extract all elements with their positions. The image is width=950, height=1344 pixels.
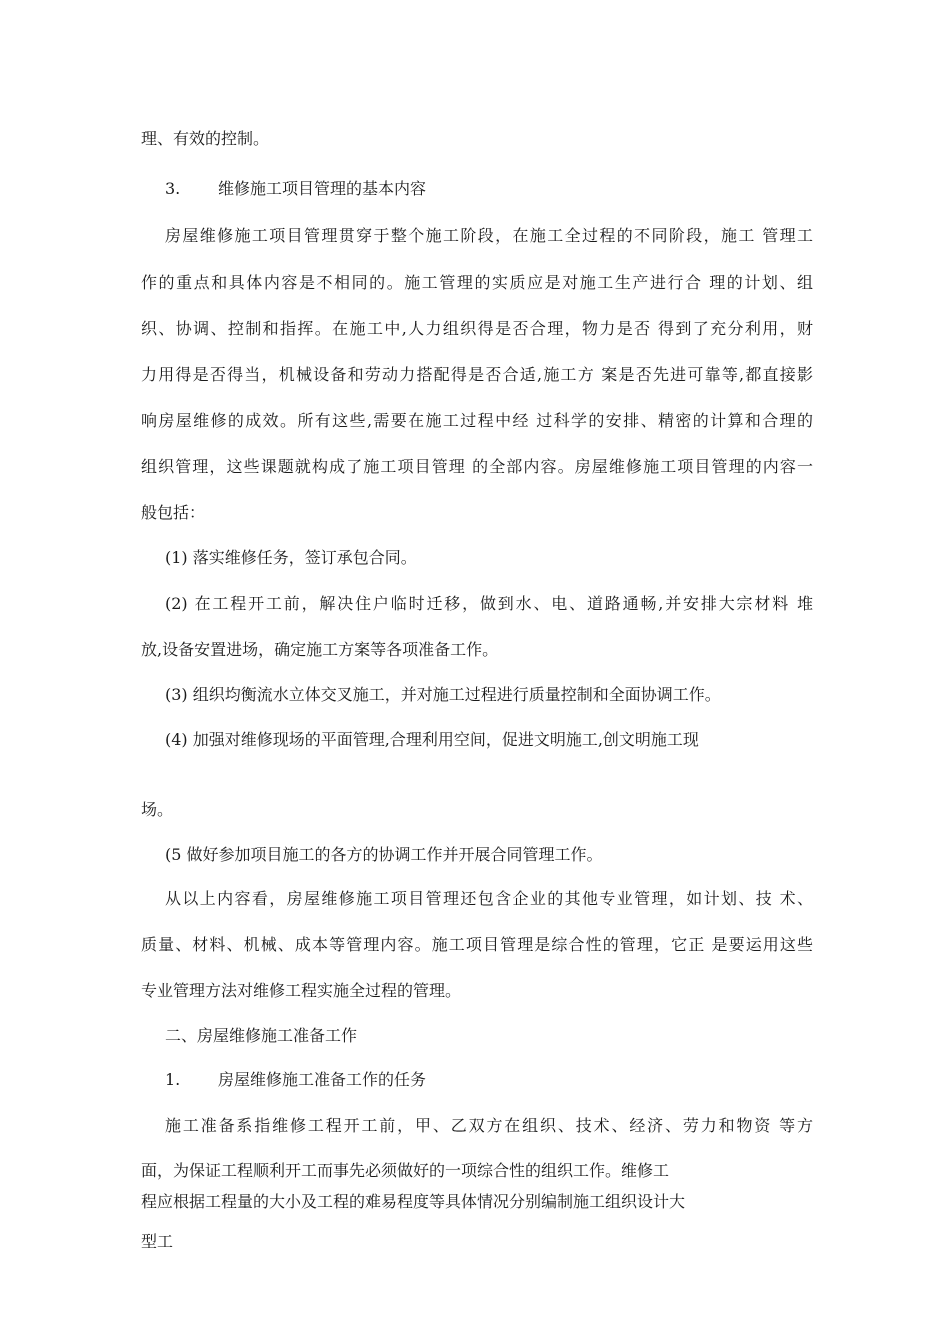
list-item-continuation: 放,设备安置进场，确定施工方案等各项准备工作。 [141, 640, 499, 659]
text-line: 理、有效的控制。 [141, 129, 270, 148]
list-item-continuation: 场。 [141, 800, 174, 819]
paragraph-line: 质量、材料、机械、成本等管理内容。施工项目管理是综合性的管理，它正 是要运用这些 [141, 935, 813, 954]
list-item: (2) 在工程开工前，解决住户临时迁移，做到水、电、道路通畅,并安排大宗材料 堆 [165, 594, 813, 613]
section-heading: 维修施工项目管理的基本内容 [218, 179, 427, 198]
section-number: 3. [165, 179, 181, 198]
list-item: (1) 落实维修任务，签订承包合同。 [165, 548, 417, 567]
section-heading: 房屋维修施工准备工作的任务 [218, 1070, 427, 1089]
paragraph-line: 型工 [141, 1232, 174, 1251]
paragraph-line: 组织管理，这些课题就构成了施工项目管理 的全部内容。房屋维修施工项目管理的内容一 [141, 457, 813, 476]
paragraph-line: 力用得是否得当，机械设备和劳动力搭配得是否合适,施工方 案是否先进可靠等,都直接影 [141, 365, 813, 384]
list-item: (5 做好参加项目施工的各方的协调工作并开展合同管理工作。 [165, 845, 603, 864]
list-item: (4) 加强对维修现场的平面管理,合理利用空间，促进文明施工,创文明施工现 [165, 730, 699, 749]
paragraph-line: 专业管理方法对维修工程实施全过程的管理。 [141, 981, 462, 1000]
paragraph-line: 施工准备系指维修工程开工前，甲、乙双方在组织、技术、经济、劳力和物资 等方 [165, 1116, 813, 1135]
section-number: 1. [165, 1070, 181, 1089]
paragraph-line: 面，为保证工程顺利开工而事先必须做好的一项综合性的组织工作。维修工 [141, 1161, 670, 1180]
paragraph-line: 般包括： [141, 503, 206, 522]
paragraph-line: 作的重点和具体内容是不相同的。施工管理的实质应是对施工生产进行合 理的计划、组 [141, 273, 813, 292]
list-item: (3) 组织均衡流水立体交叉施工，并对施工过程进行质量控制和全面协调工作。 [165, 685, 721, 704]
chapter-heading: 二、房屋维修施工准备工作 [165, 1026, 358, 1045]
paragraph-line: 从以上内容看，房屋维修施工项目管理还包含企业的其他专业管理，如计划、技 术、 [165, 889, 813, 908]
paragraph-line: 房屋维修施工项目管理贯穿于整个施工阶段，在施工全过程的不同阶段，施工 管理工 [165, 226, 813, 245]
paragraph-line: 织、协调、控制和指挥。在施工中,人力组织得是否合理，物力是否 得到了充分利用，财 [141, 319, 813, 338]
paragraph-line: 响房屋维修的成效。所有这些,需要在施工过程中经 过科学的安排、精密的计算和合理的 [141, 411, 813, 430]
paragraph-line: 程应根据工程量的大小及工程的难易程度等具体情况分别编制施工组织设计大 [141, 1192, 686, 1211]
